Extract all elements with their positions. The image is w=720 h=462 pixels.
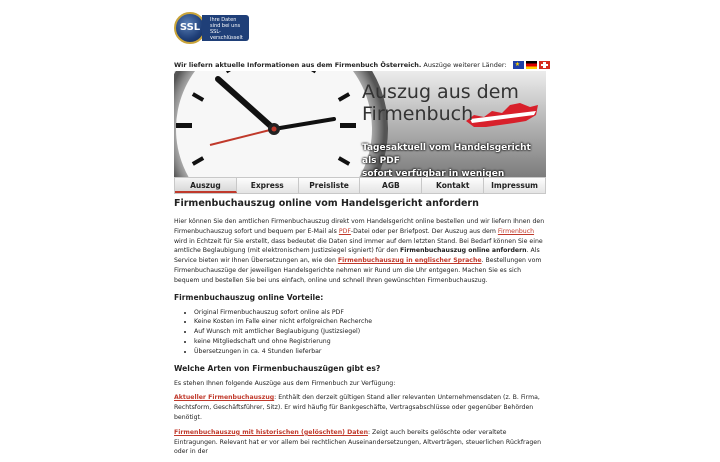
banner-subtitle bbox=[362, 142, 546, 177]
intro-bold: Firmenbuchauszug online anfordern bbox=[400, 247, 527, 255]
banner-title-line2: Firmenbuch bbox=[362, 103, 474, 125]
benefits-heading: Firmenbuchauszug online Vorteile: bbox=[174, 292, 324, 302]
ssl-badge-label: SSL bbox=[179, 22, 201, 33]
main-nav bbox=[174, 177, 546, 194]
nav-kontakt[interactable]: Kontakt bbox=[422, 178, 484, 193]
types-heading: Welche Arten von Firmenbuchauszügen gibt es? bbox=[174, 363, 381, 373]
list-item: • Original Firmenbuchauszug sofort online als PDF bbox=[194, 308, 546, 318]
info-bar bbox=[174, 59, 546, 71]
switzerland-flag-icon[interactable] bbox=[539, 61, 550, 69]
main-content bbox=[174, 198, 546, 462]
info-bar-headline: Wir liefern aktuelle Informationen aus dem Firmenbuch Österreich. bbox=[174, 61, 422, 69]
banner-subtitle-line2: sofort verfügbar in wenigen bbox=[362, 169, 505, 177]
benefits-list bbox=[174, 308, 546, 357]
banner-title-line1: Auszug aus dem bbox=[362, 81, 519, 103]
ssl-seal[interactable] bbox=[174, 12, 250, 44]
banner-title bbox=[362, 81, 519, 125]
pdf-link[interactable]: PDF bbox=[338, 227, 351, 235]
intro-text-4: . Als Service bieten wir Ihnen Übersetzungen an, wie den bbox=[174, 247, 540, 265]
nav-agb[interactable]: AGB bbox=[360, 178, 422, 193]
list-item: • Übersetzungen in ca. 4 Stunden lieferbar bbox=[194, 347, 546, 357]
type-current-text: : Enthält den derzeit gültigen Stand aller relevanten Unternehmensdaten (z. B. Firma, Rechtsform, Geschäftsführer, Sitz). Er wird häufig für Bankgeschäfte, Vertragsabschlüsse oder gegenüber Behörden benötigt. bbox=[174, 394, 540, 421]
ssl-note: Ihre Daten sind bei uns SSL-verschlüsselt bbox=[202, 15, 249, 41]
type-historic bbox=[174, 428, 546, 457]
intro-text-1: Hier können Sie den amtlichen Firmenbuchauszug direkt vom Handelsgericht online bestellen und wir liefern Ihnen den Firmenbuchauszug sofort und bequem per E-Mail als bbox=[174, 218, 545, 235]
list-item: • Auf Wunsch mit amtlicher Beglaubigung (Justizsiegel) bbox=[194, 327, 546, 337]
historic-extract-link[interactable]: Firmenbuchauszug mit historischen (gelöschten) Daten bbox=[174, 428, 368, 436]
intro-text-2: -Datei oder per Briefpost. Der Auszug aus dem bbox=[350, 227, 498, 235]
list-item: • Keine Kosten im Falle einer nicht erfolgreichen Recherche bbox=[194, 317, 546, 327]
type-historic-text: : Zeigt auch bereits gelöschte oder veraltete Eintragungen. Relevant hat er vor allem bei rechtlichen Auseinandersetzungen, Altverträgen, steuerlichen Rückfragen oder in der bbox=[174, 428, 542, 456]
germany-flag-icon[interactable] bbox=[526, 61, 537, 69]
info-bar-countries-label: Auszüge weiterer Länder: bbox=[423, 61, 507, 69]
page-title: Firmenbuchauszug online vom Handelsgericht anfordern bbox=[174, 198, 479, 209]
nav-auszug[interactable]: Auszug bbox=[175, 178, 237, 193]
country-flags bbox=[511, 59, 550, 71]
banner-subtitle-line1: Tagesaktuell vom Handelsgericht als PDF bbox=[362, 143, 531, 166]
types-intro: Es stehen Ihnen folgende Auszüge aus dem Firmenbuch zur Verfügung: bbox=[174, 379, 396, 387]
nav-express[interactable]: Express bbox=[237, 178, 299, 193]
nav-preisliste[interactable]: Preisliste bbox=[299, 178, 361, 193]
english-translation-link[interactable]: Firmenbuchauszug in englischer Sprache bbox=[337, 257, 482, 265]
intro-paragraph bbox=[174, 217, 546, 286]
intro-text-5: . Bestellungen vom Firmenbuchauszüge der jeweiligen Handelsgerichte nehmen wir Rund um die Uhr entgegen. Machen Sie es sich bequem und bestellen Sie bei uns einfach, online und schnell Ihren gewünschten Firmenbuchauszug. bbox=[174, 257, 542, 284]
list-item: • keine Mitgliedschaft und ohne Registrierung bbox=[194, 337, 546, 347]
firmenbuch-link[interactable]: Firmenbuch bbox=[497, 227, 535, 235]
eu-flag-icon[interactable] bbox=[513, 61, 524, 69]
current-extract-link[interactable]: Aktueller Firmenbuchauszug bbox=[174, 394, 275, 402]
intro-text-3: wird in Echtzeit für Sie erstellt, dass bedeutet die Daten sind immer auf dem letzten Stand. Bei Bedarf können Sie eine amtliche Beglaubigung (mit elektronischem Justizsiegel signiert) für den bbox=[174, 237, 543, 255]
nav-impressum[interactable]: Impressum bbox=[491, 181, 538, 190]
type-current bbox=[174, 393, 546, 422]
header-banner bbox=[174, 71, 546, 177]
